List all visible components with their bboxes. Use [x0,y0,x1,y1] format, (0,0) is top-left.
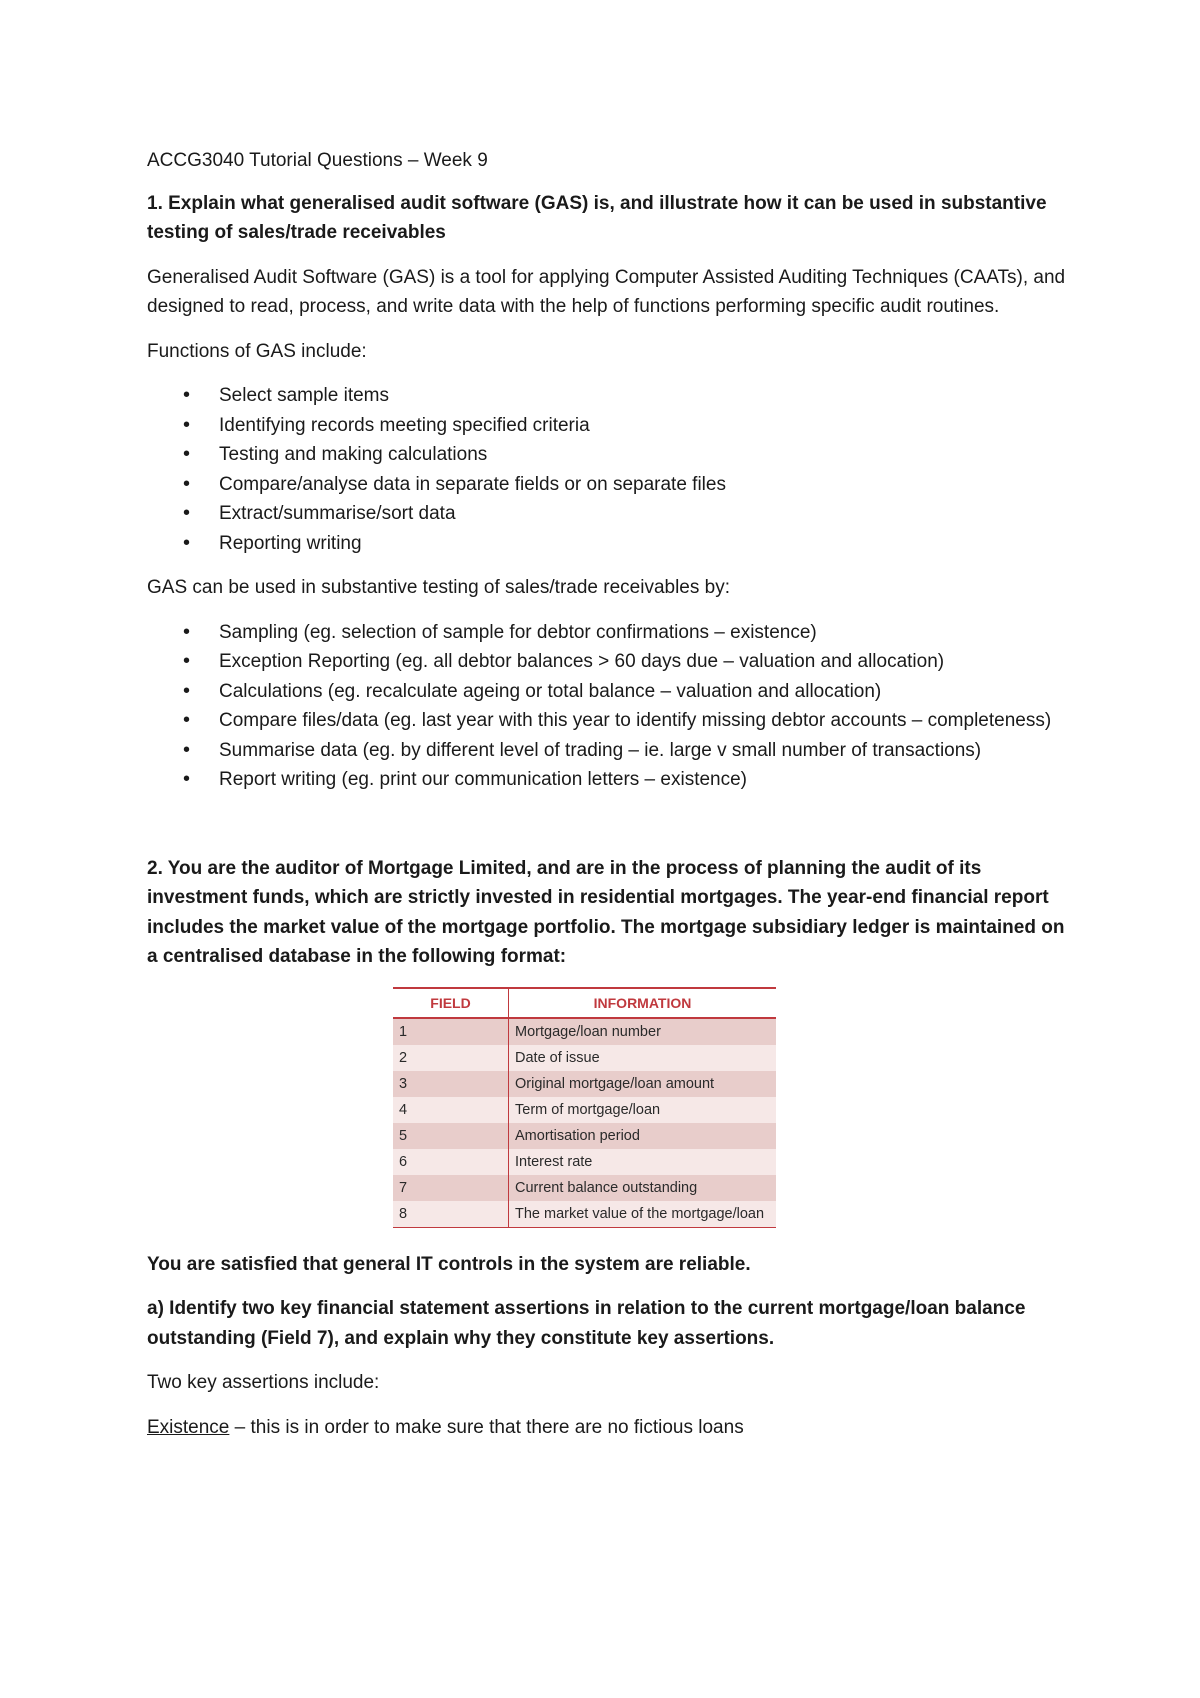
table-row [393,1175,776,1201]
existence-term: Existence [147,1416,230,1438]
table-row [393,1201,776,1228]
existence-explanation: – this is in order to make sure that there are no fictious loans [229,1416,744,1438]
gas-definition: Generalised Audit Software (GAS) is a tool for applying Computer Assisted Auditing Techniques (CAATs), and designed to read, process, and write data with the help of functions performing specific audit routines. [147,266,1066,317]
assertions-label: Two key assertions include: [147,1372,380,1393]
question-2-heading: 2. You are the auditor of Mortgage Limited, and are in the process of planning the audit of its investment funds, which are strictly invested in residential mortgages. The year-end financial report includes the market value of the mortgage portfolio. The mortgage subsidiary ledger is maintained on a centralised database in the following format: [147,857,1065,967]
list-item: • Testing and making calculations [147,440,1067,470]
list-item: • Summarise data (eg. by different level of trading – ie. large v small number of transactions) [147,736,1067,766]
field-number: 6 [393,1149,509,1175]
list-item: • Compare files/data (eg. last year with this year to identify missing debtor accounts – completeness) [147,706,1067,736]
field-information: Original mortgage/loan amount [509,1071,777,1097]
field-information: Amortisation period [509,1123,777,1149]
list-item: • Exception Reporting (eg. all debtor balances > 60 days due – valuation and allocation) [147,647,1067,677]
field-number: 3 [393,1071,509,1097]
section-spacer [147,810,1067,854]
field-number: 1 [393,1018,509,1045]
functions-list [147,381,1067,558]
existence-assertion [147,1413,1067,1443]
document-body [147,146,1067,1457]
table-row [393,1097,776,1123]
field-number: 4 [393,1097,509,1123]
table-row [393,1018,776,1045]
list-item: • Calculations (eg. recalculate ageing or total balance – valuation and allocation) [147,677,1067,707]
column-header-information: INFORMATION [509,988,777,1018]
field-number: 8 [393,1201,509,1228]
field-information: Current balance outstanding [509,1175,777,1201]
field-information: Date of issue [509,1045,777,1071]
field-information: The market value of the mortgage/loan [509,1201,777,1228]
it-controls-statement: You are satisfied that general IT controls in the system are reliable. [147,1253,751,1275]
table-row [393,1071,776,1097]
table-row [393,1149,776,1175]
list-item: • Select sample items [147,381,1067,411]
list-item: • Extract/summarise/sort data [147,499,1067,529]
question-2a-heading: a) Identify two key financial statement assertions in relation to the current mortgage/loan balance outstanding (Field 7), and explain why they constitute key assertions. [147,1298,1026,1349]
list-item: • Sampling (eg. selection of sample for debtor confirmations – existence) [147,618,1067,648]
table-row [393,1045,776,1071]
table-row [393,1123,776,1149]
column-header-field: FIELD [393,988,509,1018]
document-title: ACCG3040 Tutorial Questions – Week 9 [147,150,488,171]
functions-label: Functions of GAS include: [147,340,367,362]
list-item: • Report writing (eg. print our communication letters – existence) [147,765,1067,795]
list-item: • Reporting writing [147,529,1067,559]
field-number: 5 [393,1123,509,1149]
field-number: 7 [393,1175,509,1201]
uses-list [147,618,1067,795]
field-information: Mortgage/loan number [509,1018,777,1045]
question-1-heading: 1. Explain what generalised audit software (GAS) is, and illustrate how it can be used in substantive testing of sales/trade receivables [147,192,1047,243]
field-information: Interest rate [509,1149,777,1175]
list-item: • Identifying records meeting specified criteria [147,411,1067,441]
field-information: Term of mortgage/loan [509,1097,777,1123]
uses-label: GAS can be used in substantive testing of sales/trade receivables by: [147,577,730,598]
ledger-format-table [393,987,776,1228]
field-number: 2 [393,1045,509,1071]
table-header-row [393,988,776,1018]
list-item: • Compare/analyse data in separate fields or on separate files [147,470,1067,500]
